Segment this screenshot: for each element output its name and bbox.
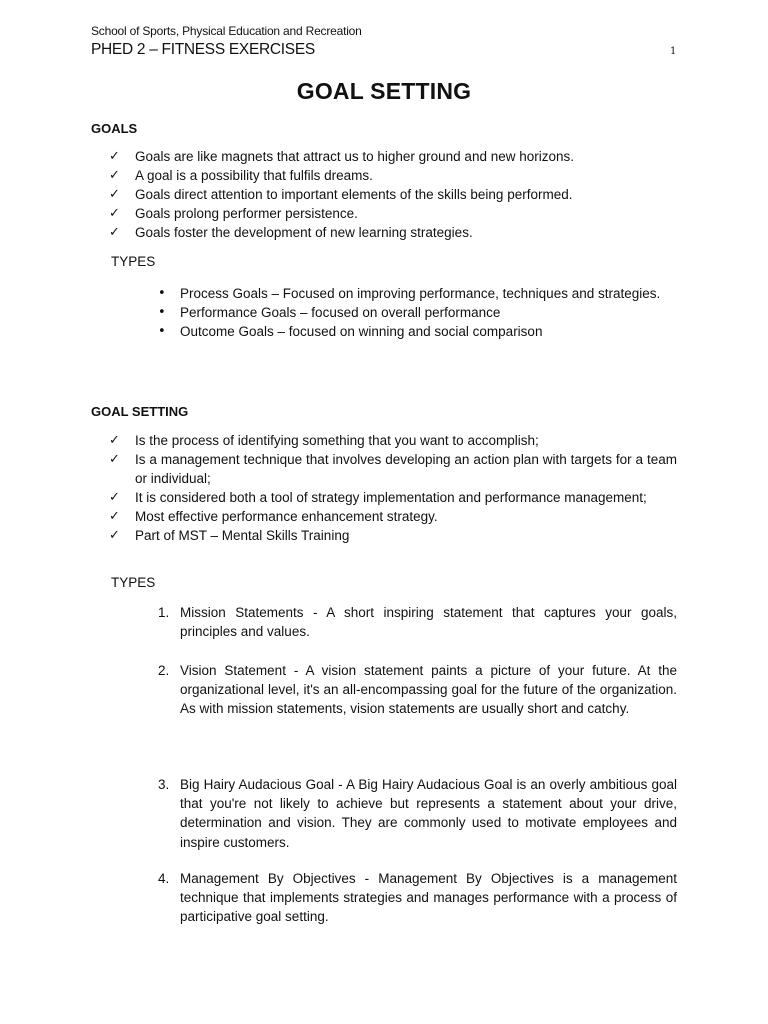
goal-setting-list — [109, 431, 677, 545]
goals-item-text: Goals are like magnets that attract us to higher ground and new horizons. — [135, 149, 575, 164]
goal-setting-item-text: Part of MST – Mental Skills Training — [135, 528, 350, 543]
list-item — [109, 223, 677, 242]
list-item — [109, 431, 677, 450]
header-school: School of Sports, Physical Education and Recreation — [91, 24, 362, 38]
numbered-item — [158, 775, 677, 852]
list-item — [109, 166, 677, 185]
numbered-item — [158, 869, 677, 927]
check-icon: ✓ — [109, 528, 120, 543]
goals-heading: GOALS — [91, 121, 138, 136]
check-icon: ✓ — [109, 206, 120, 221]
bullet-icon: • — [158, 286, 166, 301]
check-icon: ✓ — [109, 509, 120, 524]
check-icon: ✓ — [109, 149, 120, 164]
list-item — [109, 507, 677, 526]
list-item — [109, 488, 677, 507]
item-number: 1. — [158, 605, 170, 620]
goal-type-text: Outcome Goals – focused on winning and social comparison — [180, 324, 543, 339]
item-text: Mission Statements - A short inspiring statement that captures your goals, principles and values. — [180, 605, 677, 640]
item-number: 2. — [158, 663, 170, 678]
item-text: Management By Objectives - Management By Objectives is a management technique that implements strategies and manages performance with a process of participative goal setting. — [180, 871, 677, 925]
check-icon: ✓ — [109, 490, 120, 505]
check-icon: ✓ — [109, 187, 120, 202]
list-item — [109, 526, 677, 545]
list-item — [109, 450, 677, 488]
check-icon: ✓ — [109, 225, 120, 240]
numbered-item — [158, 603, 677, 641]
numbered-item — [158, 661, 677, 719]
list-item — [109, 147, 677, 166]
list-item — [158, 284, 677, 303]
check-icon: ✓ — [109, 168, 120, 183]
goals-item-text: Goals direct attention to important elements of the skills being performed. — [135, 187, 573, 202]
goal-type-text: Process Goals – Focused on improving performance, techniques and strategies. — [180, 286, 661, 301]
item-number: 4. — [158, 871, 170, 886]
page-title: GOAL SETTING — [296, 78, 472, 104]
bullet-icon: • — [158, 305, 166, 320]
bullet-icon: • — [158, 324, 166, 339]
goal-setting-heading: GOAL SETTING — [91, 404, 189, 419]
list-item — [109, 185, 677, 204]
header-course: PHED 2 – FITNESS EXERCISES — [91, 41, 315, 58]
goal-setting-item-text: Is a management technique that involves developing an action plan with targets for a team or individual; — [135, 452, 677, 486]
page-number: 1 — [670, 46, 677, 57]
goal-types-list — [158, 284, 677, 341]
list-item — [109, 204, 677, 223]
goal-type-text: Performance Goals – focused on overall performance — [180, 305, 501, 320]
goals-item-text: A goal is a possibility that fulfils dreams. — [135, 168, 373, 183]
goals-list — [109, 147, 677, 242]
item-text: Big Hairy Audacious Goal - A Big Hairy Audacious Goal is an overly ambitious goal that you're not likely to achieve but represents a statement about your drive, determination and vision. They are commonly used to motivate employees and inspire customers. — [180, 777, 677, 850]
goals-item-text: Goals foster the development of new learning strategies. — [135, 225, 473, 240]
item-text: Vision Statement - A vision statement paints a picture of your future. At the organizational level, it's an all-encompassing goal for the future of the organization. As with mission statements, vision statements are usually short and catchy. — [180, 663, 677, 717]
goal-setting-item-text: It is considered both a tool of strategy implementation and performance management; — [135, 490, 647, 505]
item-number: 3. — [158, 777, 170, 792]
goal-setting-item-text: Most effective performance enhancement strategy. — [135, 509, 438, 524]
goal-setting-types-label: TYPES — [111, 575, 156, 590]
check-icon: ✓ — [109, 452, 120, 467]
list-item — [158, 322, 677, 341]
goal-setting-item-text: Is the process of identifying something that you want to accomplish; — [135, 433, 539, 448]
list-item — [158, 303, 677, 322]
goals-item-text: Goals prolong performer persistence. — [135, 206, 358, 221]
goals-types-label: TYPES — [111, 254, 156, 269]
check-icon: ✓ — [109, 433, 120, 448]
